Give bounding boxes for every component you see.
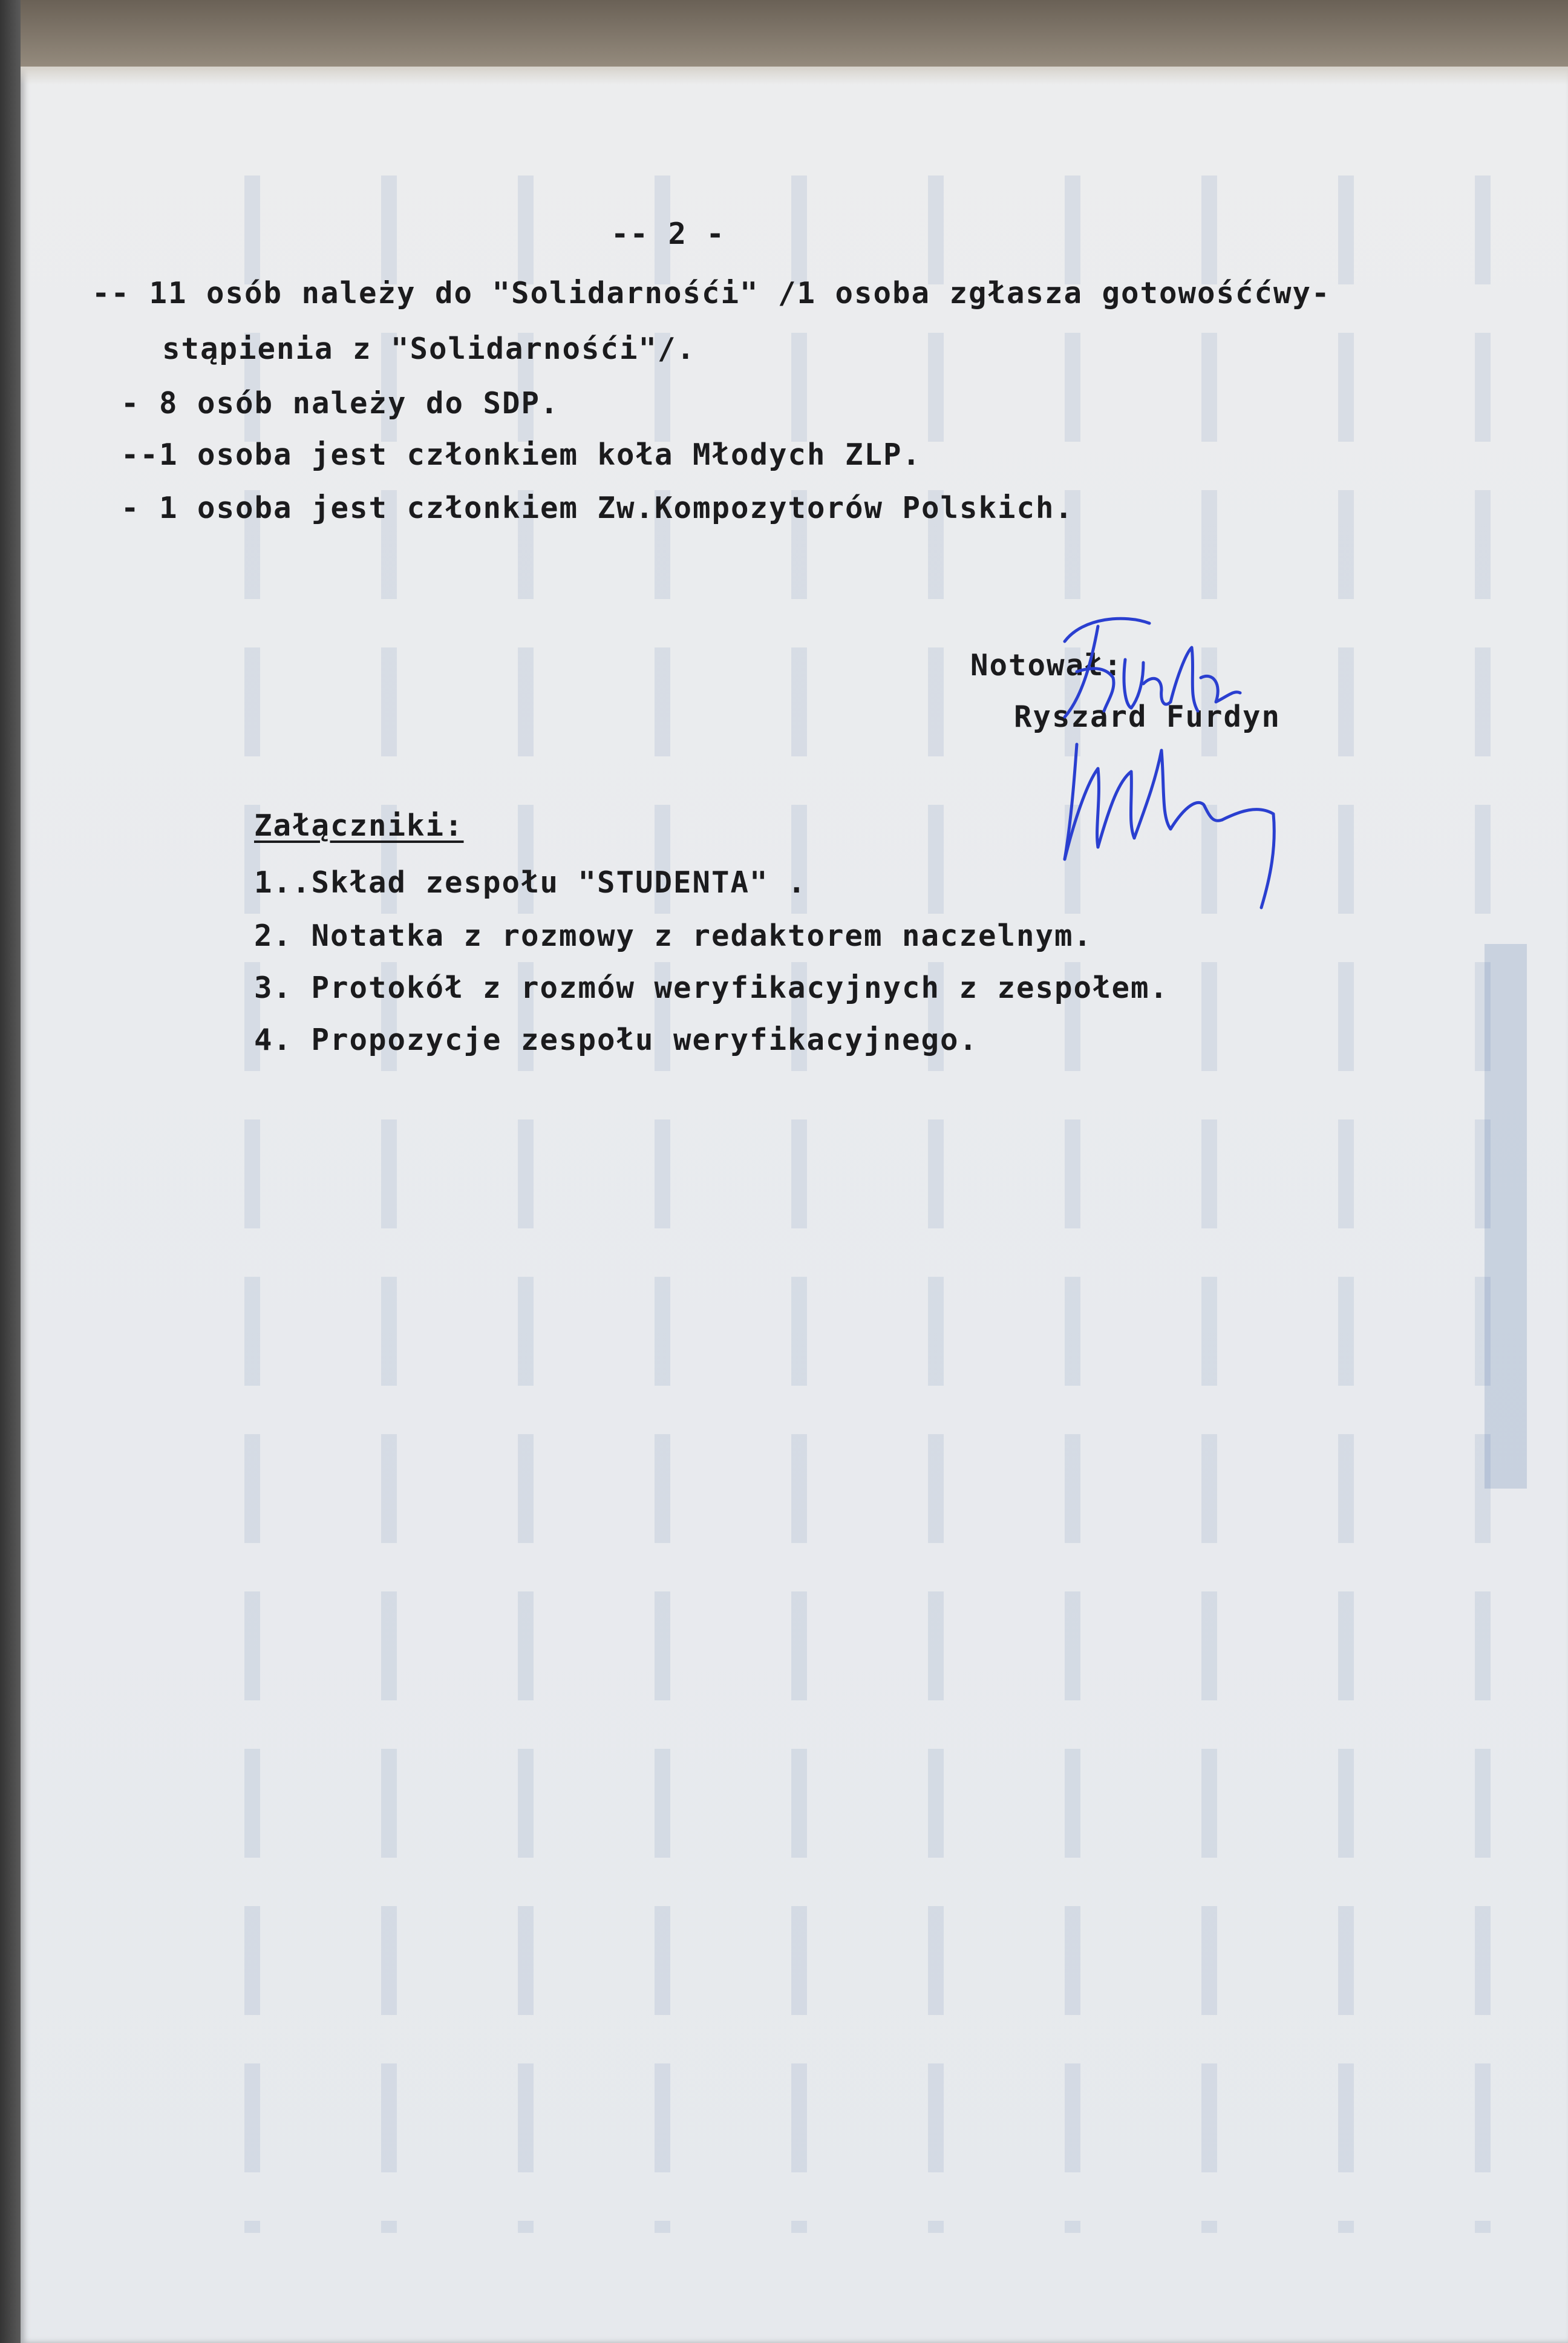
page-fold-shadow: [21, 67, 1568, 85]
backdrop-left: [0, 0, 21, 2343]
bleed-through-texture: [154, 175, 1533, 2233]
list-item: -- 11 osób należy do "Solidarnośći" /1 osoba zgłasza gotowośććwy-: [92, 276, 1331, 310]
list-item: - 8 osób należy do SDP.: [121, 386, 560, 421]
bleed-through-band: [1485, 944, 1527, 1489]
attachment-item: 4. Propozycje zespołu weryfikacyjnego.: [254, 1023, 979, 1057]
attachment-item: 3. Protokół z rozmów weryfikacyjnych z zespołem.: [254, 971, 1169, 1005]
signer-name: Ryszard Furdyn: [1014, 700, 1281, 734]
attachments-heading: Załączniki:: [254, 808, 464, 843]
notowal-label: Notował:: [970, 648, 1123, 683]
list-item: --1 osoba jest członkiem koła Młodych ZLP.: [121, 437, 922, 472]
attachment-item: 1..Skład zespołu "STUDENTA" .: [254, 865, 807, 900]
list-item: stąpienia z "Solidarnośći"/.: [162, 332, 696, 366]
page-number: -- 2 -: [611, 217, 726, 251]
attachment-item: 2. Notatka z rozmowy z redaktorem naczelnym.: [254, 919, 1093, 953]
handwritten-signature: [1040, 605, 1301, 944]
list-item: - 1 osoba jest członkiem Zw.Kompozytorów Polskich.: [121, 491, 1074, 525]
